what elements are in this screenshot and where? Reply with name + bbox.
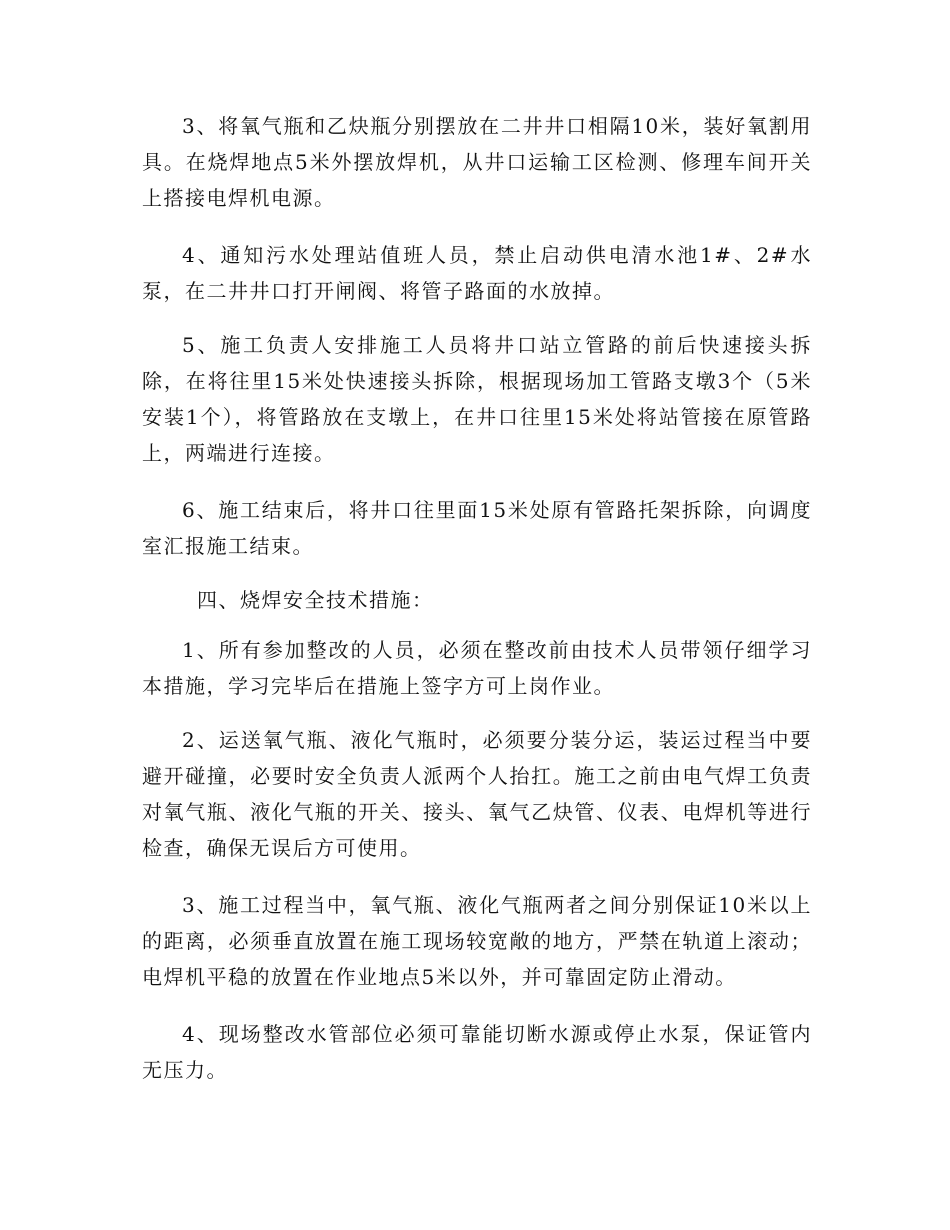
paragraph-step-5: 5、施工负责人安排施工人员将井口站立管路的前后快速接头拆除，在将往里15米处快速接头拆除，根据现场加工管路支墩3个（5米安装1个），将管路放在支墩上，在井口往里15米处将站管接在原管路上，两端进行连接。 (142, 333, 812, 465)
paragraph-step-3: 3、将氧气瓶和乙炔瓶分别摆放在二井井口相隔10米，装好氧割用具。在烧焊地点5米外摆放焊机，从井口运输工区检测、修理车间开关上搭接电焊机电源。 (142, 114, 812, 210)
safety-item-4: 4、现场整改水管部位必须可靠能切断水源或停止水泵，保证管内无压力。 (142, 1022, 812, 1082)
safety-item-2: 2、运送氧气瓶、液化气瓶时，必须要分装分运，装运过程当中要避开碰撞，必要时安全负责人派两个人抬扛。施工之前由电气焊工负责对氧气瓶、液化气瓶的开关、接头、氧气乙炔管、仪表、电焊机等进行检查，确保无误后方可使用。 (142, 728, 812, 860)
section-heading-safety: 四、烧焊安全技术措施： (197, 588, 434, 612)
safety-item-1: 1、所有参加整改的人员，必须在整改前由技术人员带领仔细学习本措施，学习完毕后在措施上签字方可上岗作业。 (142, 638, 812, 698)
safety-item-3: 3、施工过程当中，氧气瓶、液化气瓶两者之间分别保证10米以上的距离，必须垂直放置在施工现场较宽敞的地方，严禁在轨道上滚动；电焊机平稳的放置在作业地点5米以外，并可靠固定防止滑动。 (142, 893, 812, 989)
paragraph-step-6: 6、施工结束后，将井口往里面15米处原有管路托架拆除，向调度室汇报施工结束。 (142, 498, 812, 558)
paragraph-step-4: 4、通知污水处理站值班人员，禁止启动供电清水池1#、2#水泵，在二井井口打开闸阀、将管子路面的水放掉。 (142, 243, 812, 303)
